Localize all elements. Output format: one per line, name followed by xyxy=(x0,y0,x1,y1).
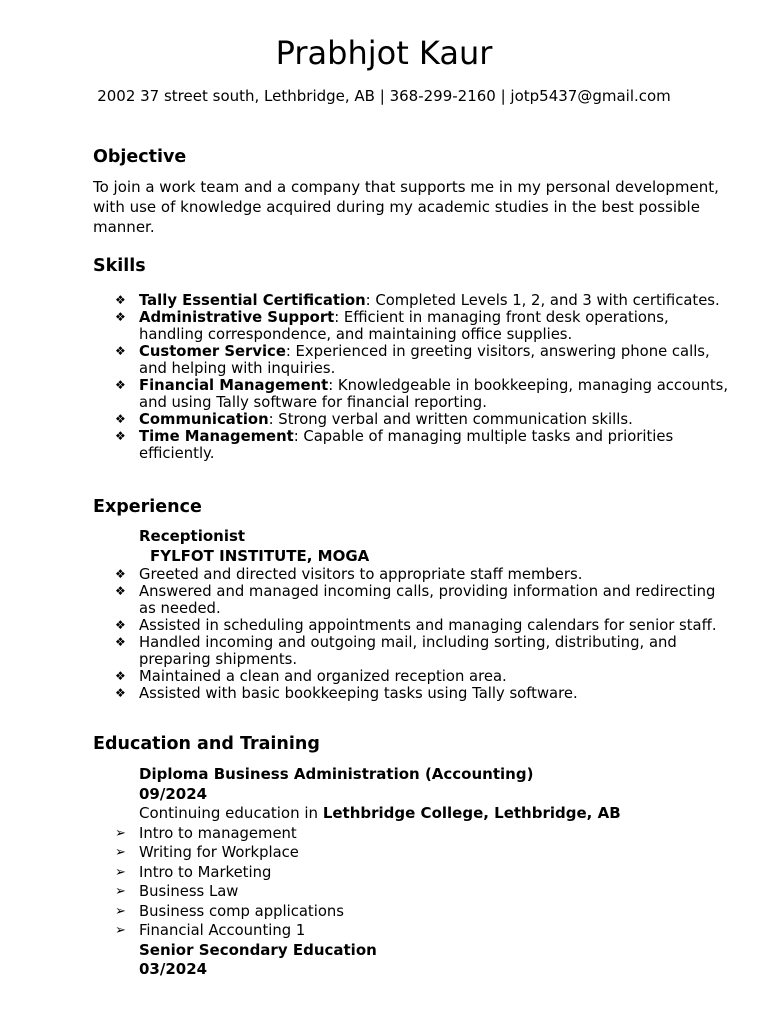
course-item xyxy=(93,824,733,844)
skills-section xyxy=(93,255,733,462)
experience-heading: Experience xyxy=(93,497,202,517)
experience-item-text: Assisted with basic bookkeeping tasks using Tally software. xyxy=(139,685,578,702)
skill-title: Communication xyxy=(139,411,269,428)
arrow-bullet-icon: ➢ xyxy=(115,903,126,919)
skill-title: Administrative Support xyxy=(139,309,335,326)
skill-title: Financial Management xyxy=(139,377,329,394)
secondary-date: 03/2024 xyxy=(139,960,208,978)
skill-item xyxy=(93,309,733,343)
arrow-bullet-icon: ➢ xyxy=(115,825,126,841)
skill-description: : Experienced in greeting visitors, answering phone calls, and helping with inquiries. xyxy=(139,343,710,377)
objective-heading: Objective xyxy=(93,147,187,167)
course-item-text: Business Law xyxy=(139,883,239,900)
job-organization: FYLFOT INSTITUTE, MOGA xyxy=(150,547,370,565)
diamond-bullet-icon: ❖ xyxy=(115,567,126,581)
diamond-bullet-icon: ❖ xyxy=(115,635,126,649)
arrow-bullet-icon: ➢ xyxy=(115,845,126,860)
diamond-bullet-icon: ❖ xyxy=(115,344,126,358)
arrow-bullet-icon: ➢ xyxy=(115,864,126,880)
experience-list xyxy=(93,566,733,702)
diamond-bullet-icon: ❖ xyxy=(115,669,126,683)
experience-section xyxy=(93,496,733,702)
course-item xyxy=(93,863,733,883)
contact-line: 2002 37 street south, Lethbridge, AB | 368-299-2160 | jotp5437@gmail.com xyxy=(97,87,671,105)
course-item-text: Intro to management xyxy=(139,824,297,842)
skill-title: Customer Service xyxy=(139,343,286,360)
skill-item xyxy=(93,428,733,462)
course-item-text: Intro to Marketing xyxy=(139,863,272,881)
experience-item xyxy=(93,617,733,634)
skills-list xyxy=(93,292,733,462)
experience-item-text: Handled incoming and outgoing mail, including sorting, distributing, and preparing shipments. xyxy=(139,634,677,668)
course-item xyxy=(93,902,733,922)
diamond-bullet-icon: ❖ xyxy=(115,584,126,598)
skill-item xyxy=(93,343,733,377)
skill-title: Tally Essential Certification xyxy=(139,292,366,309)
experience-item xyxy=(93,634,733,668)
objective-text: To join a work team and a company that supports me in my personal development, with use of knowledge acquired during my academic studies in the best possible manner. xyxy=(93,178,719,236)
experience-item-text: Maintained a clean and organized reception area. xyxy=(139,668,507,685)
arrow-bullet-icon: ➢ xyxy=(115,923,126,938)
skill-description: : Knowledgeable in bookkeeping, managing accounts, and using Tally software for financial reporting. xyxy=(139,377,729,411)
education-section xyxy=(93,733,733,980)
diamond-bullet-icon: ❖ xyxy=(115,293,126,307)
skill-description: : Strong verbal and written communication skills. xyxy=(268,411,633,428)
course-item xyxy=(93,882,733,902)
course-item-text: Writing for Workplace xyxy=(139,844,299,861)
experience-item-text: Greeted and directed visitors to appropriate staff members. xyxy=(139,566,583,583)
course-item xyxy=(93,921,733,941)
skill-description: : Efficient in managing front desk operations, handling correspondence, and maintaining office supplies. xyxy=(139,309,669,343)
objective-section xyxy=(93,146,733,237)
experience-item-text: Answered and managed incoming calls, providing information and redirecting as needed. xyxy=(139,583,716,617)
candidate-name: Prabhjot Kaur xyxy=(275,34,493,72)
institution-name: Lethbridge College, Lethbridge, AB xyxy=(322,804,621,822)
job-title: Receptionist xyxy=(139,527,246,545)
skill-description: : Capable of managing multiple tasks and priorities efficiently. xyxy=(139,428,674,462)
skill-description: : Completed Levels 1, 2, and 3 with certificates. xyxy=(365,292,720,309)
diamond-bullet-icon: ❖ xyxy=(115,378,126,392)
skill-title: Time Management xyxy=(139,428,294,445)
continuing-prefix: Continuing education in xyxy=(139,804,323,822)
diamond-bullet-icon: ❖ xyxy=(115,686,126,700)
course-item xyxy=(93,843,733,863)
education-heading: Education and Training xyxy=(93,734,320,754)
experience-item xyxy=(93,668,733,685)
course-item-text: Business comp applications xyxy=(139,902,344,920)
arrow-bullet-icon: ➢ xyxy=(115,884,126,899)
experience-item xyxy=(93,566,733,583)
skill-item xyxy=(93,377,733,411)
continuing-education-line xyxy=(139,804,733,824)
diamond-bullet-icon: ❖ xyxy=(115,412,126,426)
experience-item-text: Assisted in scheduling appointments and managing calendars for senior staff. xyxy=(139,617,717,634)
diamond-bullet-icon: ❖ xyxy=(115,618,126,632)
course-item-text: Financial Accounting 1 xyxy=(139,922,306,939)
skill-item xyxy=(93,292,733,309)
course-list xyxy=(93,824,733,941)
diploma-title: Diploma Business Administration (Accounting) xyxy=(139,765,534,783)
skills-heading: Skills xyxy=(93,256,146,276)
diploma-date: 09/2024 xyxy=(139,784,208,803)
secondary-title: Senior Secondary Education xyxy=(139,940,377,959)
diamond-bullet-icon: ❖ xyxy=(115,310,126,324)
experience-item xyxy=(93,583,733,617)
diamond-bullet-icon: ❖ xyxy=(115,429,126,443)
experience-item xyxy=(93,685,733,702)
skill-item xyxy=(93,411,733,428)
